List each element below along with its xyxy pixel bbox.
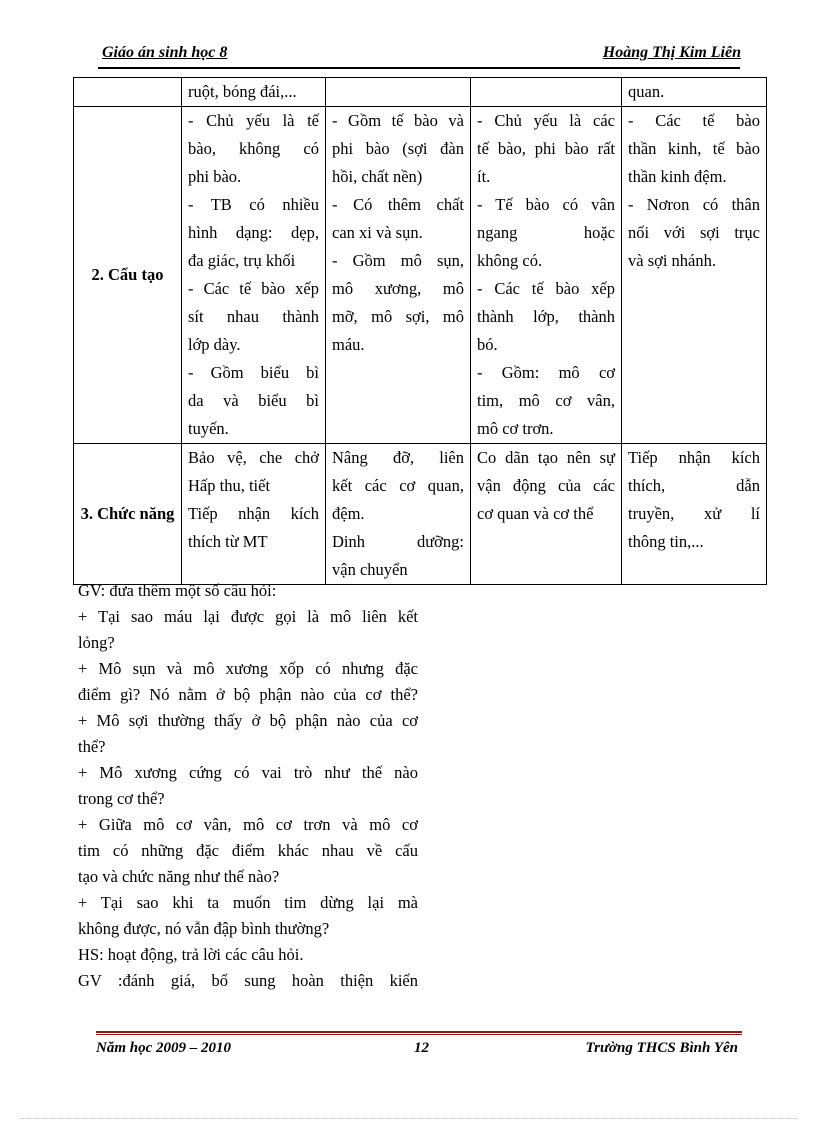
- body-line: + Tại sao máu lại được gọi là mô liên kết: [78, 607, 418, 626]
- cell-line: Tiếp nhận kích: [188, 504, 319, 523]
- table-cell: [471, 107, 622, 444]
- footer-divider-thin: [96, 1034, 742, 1035]
- cell-line: mô xương, mô: [332, 279, 464, 298]
- body-line: + Mô xương cứng có vai trò như thế nào: [78, 763, 418, 782]
- cell-line: vận chuyển: [332, 560, 408, 579]
- table-cell: [622, 107, 767, 444]
- table-cell: ruột, bóng đái,...: [182, 78, 326, 107]
- cell-line: đệm.: [332, 504, 365, 523]
- cell-line: ngang hoặc: [477, 223, 615, 242]
- cell-line: không có.: [477, 251, 543, 270]
- table-cell: [471, 78, 622, 107]
- cell-line: phi bào (sợi đàn: [332, 139, 464, 158]
- cell-line: mỡ, mô sợi, mô: [332, 307, 464, 326]
- table-cell: [326, 78, 471, 107]
- cell-line: hình dạng: dẹp,: [188, 223, 319, 242]
- cell-line: - Các tế bào xếp: [477, 279, 615, 298]
- table-cell: [471, 444, 622, 585]
- cell-line: - Chủ yếu là tế: [188, 111, 319, 130]
- cell-line: tuyến.: [188, 419, 229, 438]
- header-divider: [98, 67, 740, 69]
- cell-line: - Các tế bào: [628, 111, 760, 130]
- body-line: trong cơ thể?: [78, 789, 165, 808]
- cell-line: máu.: [332, 335, 365, 354]
- cell-line: Nâng đỡ, liên: [332, 448, 464, 467]
- body-line: + Mô sụn và mô xương xốp có nhưng đặc: [78, 659, 418, 678]
- table-cell: [326, 107, 471, 444]
- row-heading-structure: 2. Cấu tạo: [74, 107, 182, 444]
- table-cell: [182, 444, 326, 585]
- cell-line: Hấp thu, tiết: [188, 476, 271, 495]
- table-row: [74, 78, 767, 107]
- cell-line: bào, không có: [188, 139, 319, 158]
- cell-line: bó.: [477, 335, 498, 354]
- table-cell: [326, 444, 471, 585]
- cell-line: lớp dày.: [188, 335, 241, 354]
- footer-school: Trường THCS Bình Yên: [585, 1040, 738, 1056]
- cell-line: phi bào.: [188, 167, 242, 186]
- body-line: + Tại sao khi ta muốn tim dừng lại mà: [78, 893, 418, 912]
- lesson-questions: [78, 578, 418, 994]
- cell-line: thần kinh đệm.: [628, 167, 727, 186]
- page-header: [80, 44, 741, 66]
- body-line: GV :đánh giá, bổ sung hoàn thiện kiến: [78, 971, 418, 990]
- cell-line: - Chủ yếu là các: [477, 111, 615, 130]
- page-number: 12: [414, 1040, 429, 1056]
- cell-line: mô cơ trơn.: [477, 419, 554, 438]
- cell-line: sít nhau thành: [188, 307, 319, 326]
- page-footer: [96, 1040, 742, 1062]
- cell-line: kết các cơ quan,: [332, 476, 464, 495]
- cell-line: Co dãn tạo nên sự: [477, 448, 615, 467]
- cell-line: - Có thêm chất: [332, 195, 464, 214]
- row-heading-function: 3. Chức năng: [74, 444, 182, 585]
- table-row: [74, 107, 767, 444]
- cell-line: tế bào, phi bào rất: [477, 139, 615, 158]
- cell-line: thích từ MT: [188, 532, 268, 551]
- table-cell: quan.: [622, 78, 767, 107]
- cell-line: thần kinh, tế bào: [628, 139, 760, 158]
- cell-line: thích, dẫn: [628, 476, 760, 495]
- cell-line: - Gồm: mô cơ: [477, 363, 615, 382]
- cell-line: - Tế bào có vân: [477, 195, 615, 214]
- cell-line: thông tin,...: [628, 532, 704, 551]
- cell-line: tim, mô cơ vân,: [477, 391, 615, 410]
- table-row: [74, 444, 767, 585]
- body-line: tạo và chức năng như thế nào?: [78, 867, 280, 886]
- cell-line: da và biểu bì: [188, 391, 319, 410]
- cell-line: thành lớp, thành: [477, 307, 615, 326]
- cell-line: - Nơron có thân: [628, 195, 760, 214]
- cell-line: đa giác, trụ khối: [188, 251, 296, 270]
- header-author: Hoàng Thị Kim Liên: [602, 44, 741, 61]
- cell-line: cơ quan và cơ thể: [477, 504, 594, 523]
- cell-line: ít.: [477, 167, 491, 186]
- cell-line: - Gồm biểu bì: [188, 363, 319, 382]
- cell-line: vận động của các: [477, 476, 615, 495]
- cell-line: - Các tế bào xếp: [188, 279, 319, 298]
- body-line: + Mô sợi thường thấy ở bộ phận nào của cơ: [78, 711, 418, 730]
- footer-school-year: Năm học 2009 – 2010: [96, 1040, 231, 1056]
- table-cell: [74, 78, 182, 107]
- footer-divider: [96, 1031, 742, 1033]
- body-line: GV: đưa thêm một số câu hỏi:: [78, 581, 277, 600]
- page-edge: [20, 1118, 796, 1119]
- comparison-table: [73, 77, 767, 585]
- table-cell: [622, 444, 767, 585]
- body-line: lỏng?: [78, 633, 115, 652]
- cell-line: Tiếp nhận kích: [628, 448, 760, 467]
- cell-line: hồi, chất nền): [332, 167, 423, 186]
- cell-line: - TB có nhiều: [188, 195, 319, 214]
- cell-line: can xi và sụn.: [332, 223, 423, 242]
- cell-line: Bảo vệ, che chở: [188, 448, 319, 467]
- body-line: tim có những đặc điểm khác nhau về cấu: [78, 841, 418, 860]
- cell-line: Dinh dưỡng:: [332, 532, 464, 551]
- cell-line: nối với sợi trục: [628, 223, 760, 242]
- body-line: điểm gì? Nó nằm ở bộ phận nào của cơ thể?: [78, 685, 418, 704]
- cell-line: - Gồm tế bào và: [332, 111, 464, 130]
- body-line: không được, nó vẫn đập bình thường?: [78, 919, 330, 938]
- header-subject: Giáo án sinh học 8: [102, 44, 228, 61]
- cell-line: và sợi nhánh.: [628, 251, 717, 270]
- body-line: thể?: [78, 737, 106, 756]
- cell-line: - Gồm mô sụn,: [332, 251, 464, 270]
- body-line: + Giữa mô cơ vân, mô cơ trơn và mô cơ: [78, 815, 418, 834]
- body-line: HS: hoạt động, trả lời các câu hỏi.: [78, 945, 304, 964]
- table-cell: [182, 107, 326, 444]
- cell-line: truyền, xử lí: [628, 504, 760, 523]
